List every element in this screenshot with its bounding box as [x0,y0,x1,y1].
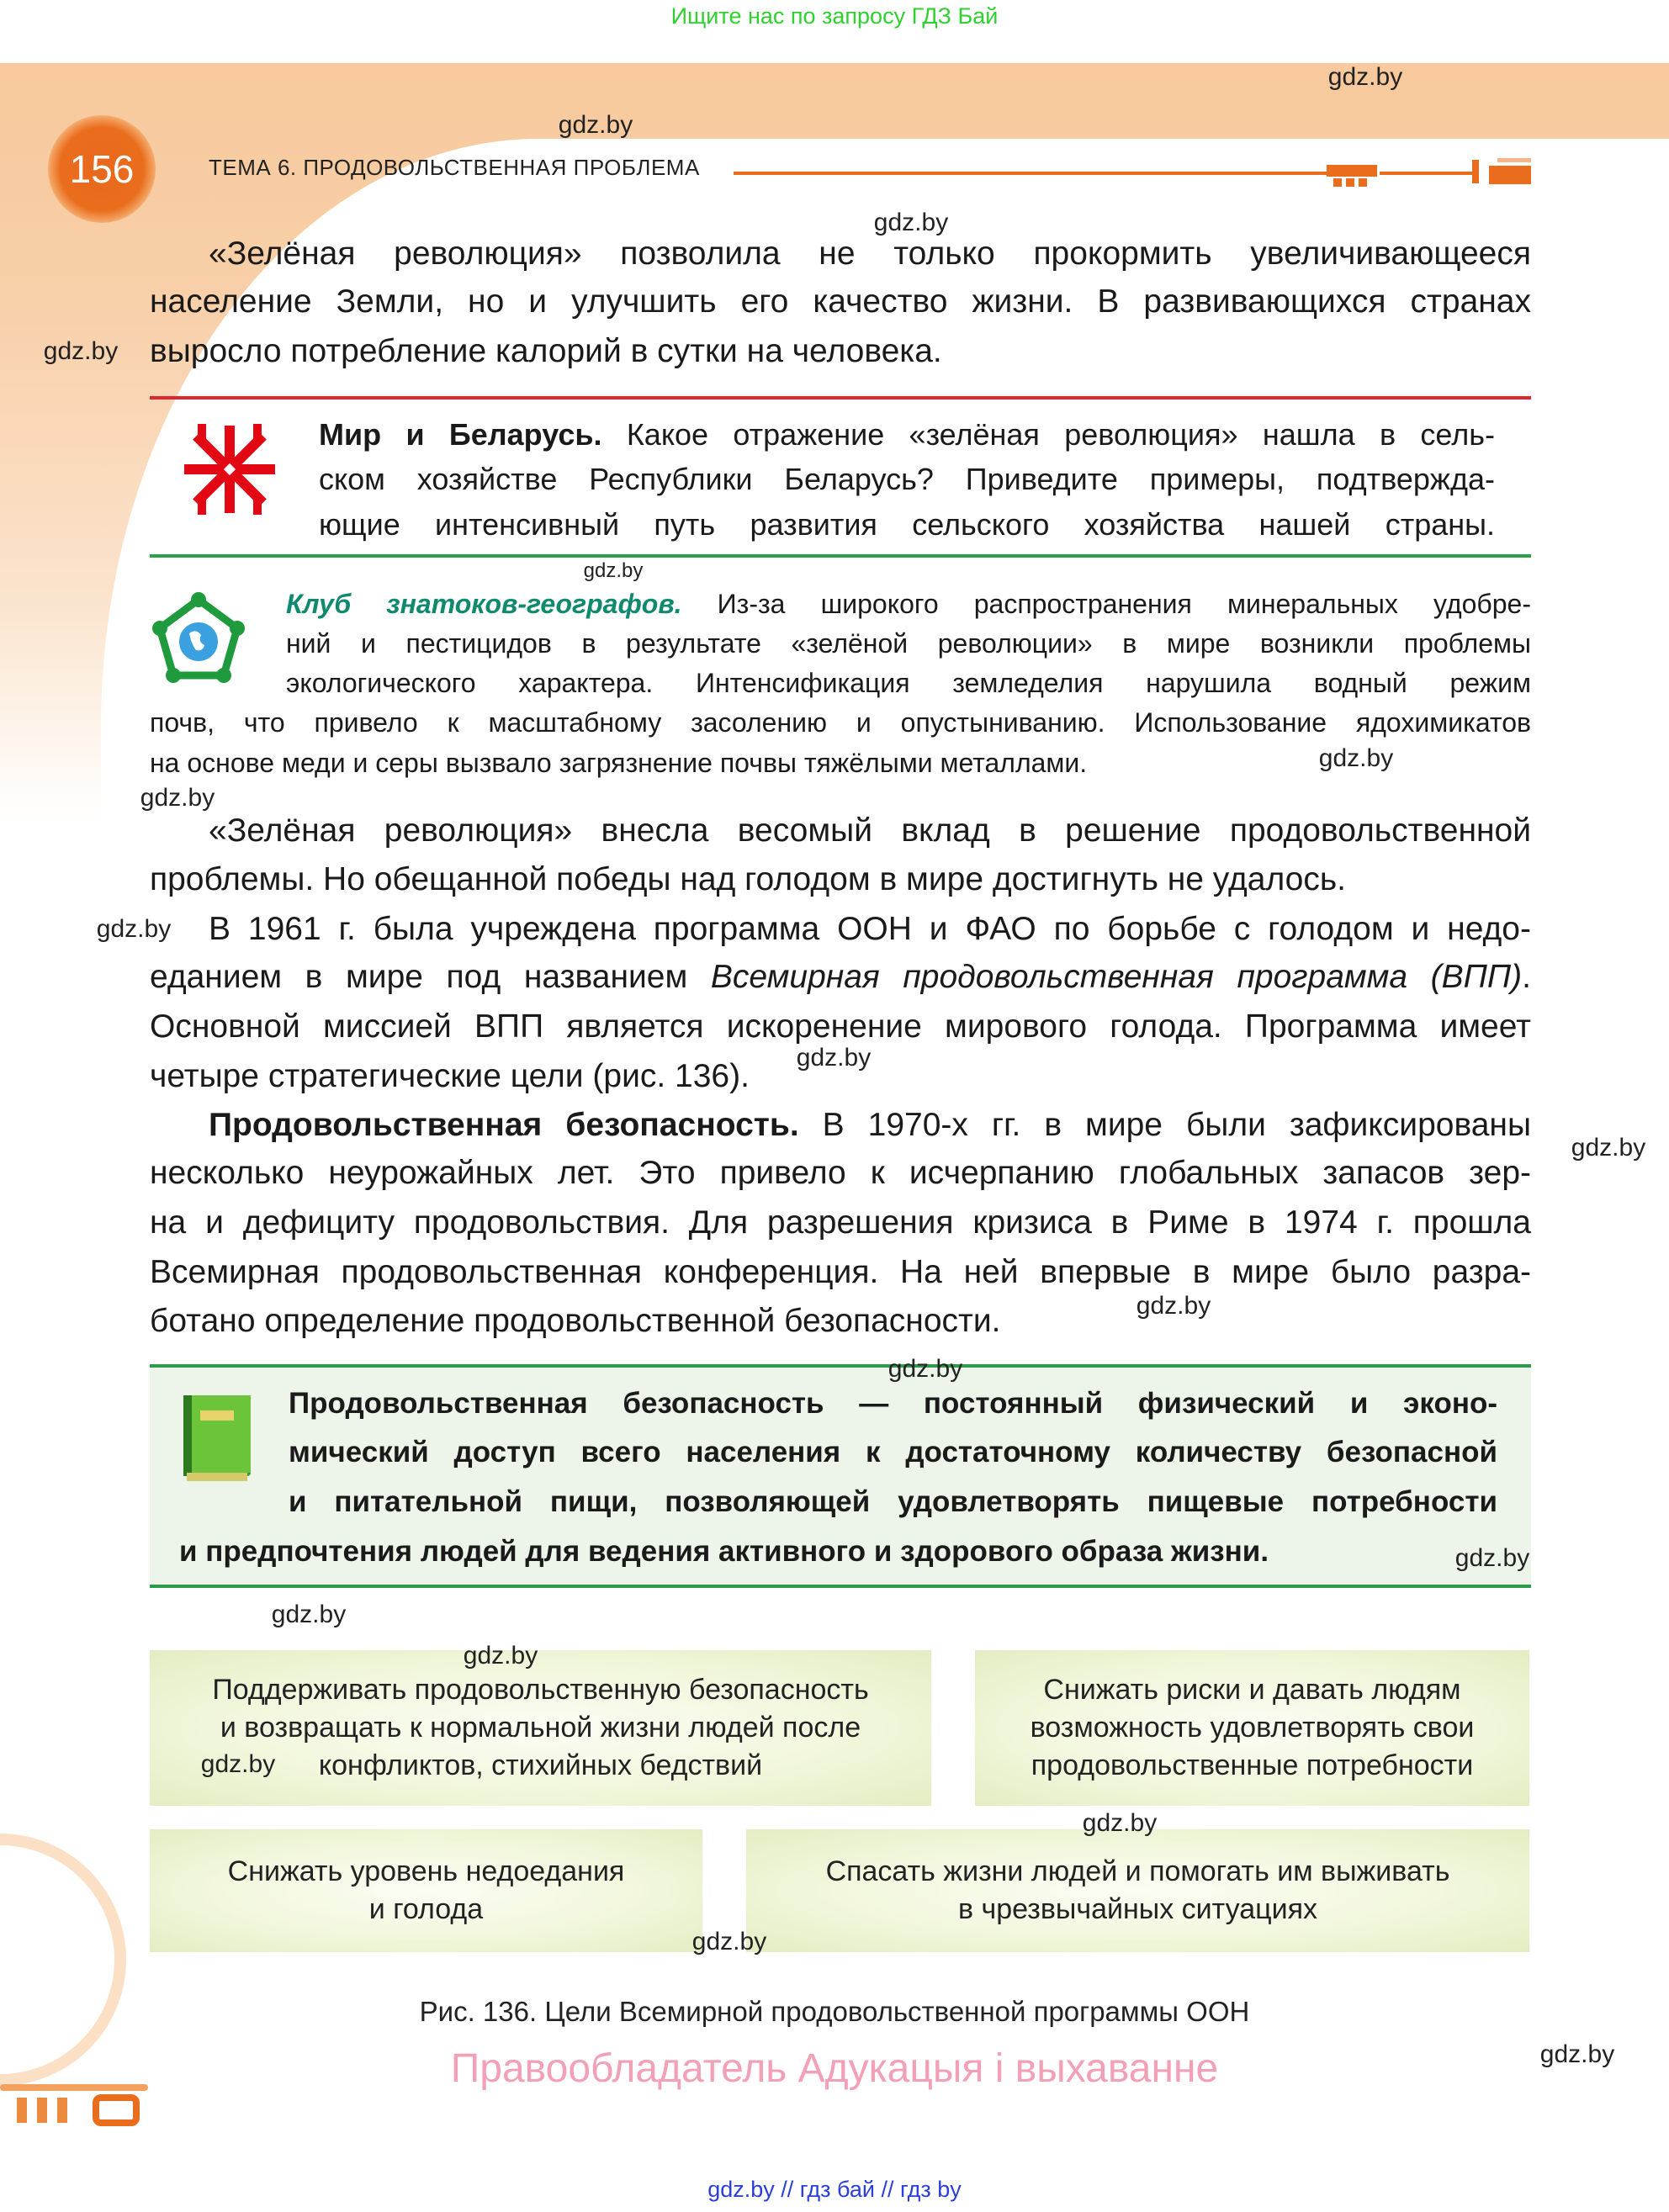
watermark: gdz.by [463,1642,538,1670]
paragraph-line: несколько неурожайных лет. Это привело к исчерпанию глобальных запасов зер- [150,1155,1531,1191]
mir-belarus-line: Мир и Беларусь. Какое отражение «зелёная революция» нашла в сель- [319,417,1495,452]
paragraph-line: ботано определение продовольственной безопасности. [150,1303,1001,1339]
goal-box: Снижать риски и давать людям возможность удовлетворять свои продовольственные потребности [975,1650,1529,1806]
food-security-heading: Продовольственная безопасность. [209,1107,799,1143]
figure-caption: Рис. 136. Цели Всемирной продовольственной программы ООН [419,1996,1250,2027]
program-name: Всемирная продовольственная программа (ВПП) [710,959,1523,995]
goal-box: Спасать жизни людей и помогать им выживать в чрезвычайных ситуациях [746,1829,1529,1952]
footer-links: gdz.by // гдз бай // гдз by [707,2177,962,2202]
paragraph-line: население Земли, но и улучшить его качество жизни. В развивающихся странах [150,283,1531,320]
watermark: gdz.by [1136,1292,1211,1320]
watermark: gdz.by [1327,63,1403,91]
watermark: gdz.by [873,209,949,236]
watermark: gdz.by [1082,1809,1158,1837]
watermark: gdz.by [796,1044,872,1072]
goal-box: Поддерживать продовольственную безопасность и возвращать к нормальной жизни людей после конфликтов, стихийных бедствий [150,1650,931,1806]
book-icon [175,1392,259,1483]
paragraph-line: на и дефициту продовольствия. Для разрешения кризиса в Риме в 1974 г. прошла [150,1204,1531,1241]
watermark: gdz.by [1571,1134,1646,1162]
goal-box: Снижать уровень недоедания и голода [150,1829,702,1952]
watermark: gdz.by [271,1601,347,1628]
club-line: на основе меди и серы вызвало загрязнение почвы тяжёлыми металлами. [150,748,1088,778]
mir-belarus-line: ющие интенсивный путь развития сельского хозяйства нашей страны. [319,507,1495,542]
watermark: gdz.by [140,784,215,812]
paragraph-line: Основной миссией ВПП является искоренение мирового голода. Программа имеет [150,1008,1531,1045]
club-line: почв, что привело к масштабному засолению и опустыниванию. Использование ядохимикатов [150,707,1531,738]
section-divider-red [150,396,1531,400]
club-heading: Клуб знатоков-географов. [286,589,682,619]
paragraph-line: проблемы. Но обещанной победы над голодом в мире достигнуть не удалось. [150,861,1346,897]
watermark: gdz.by [887,1355,963,1383]
belarus-ornament-icon [181,422,278,516]
mir-belarus-line: ском хозяйстве Республики Беларусь? Приведите примеры, подтвержда- [319,462,1495,496]
watermark: gdz.by [691,1928,767,1955]
watermark: gdz.by [96,915,172,943]
definition-line: мический доступ всего населения к достаточному количеству безопасной [289,1436,1497,1468]
watermark: gdz.by [1454,1544,1530,1572]
paragraph-line: Продовольственная безопасность. В 1970-х гг. в мире были зафиксированы [209,1107,1531,1143]
section-divider-green [150,554,1531,558]
definition-line: и предпочтения людей для ведения активного и здорового образа жизни. [179,1535,1269,1568]
watermark: gdz.by [43,337,119,365]
header-rule [734,172,1339,175]
paragraph-line: выросло потребление калорий в сутки на человека. [150,333,942,369]
mir-belarus-heading: Мир и Беларусь. [319,417,602,452]
watermark: gdz.by [1539,2040,1615,2068]
watermark: gdz.by [200,1750,276,1778]
geographers-club-emblem-icon [151,591,246,687]
club-line: Клуб знатоков-географов. Из-за широкого распространения минеральных удобре- [286,589,1532,619]
definition-line: и питательной пищи, позволяющей удовлетворять пищевые потребности [289,1485,1497,1518]
page-number: 156 [48,115,156,223]
paragraph-line: Всемирная продовольственная конференция. На ней впервые в мире было разра- [150,1254,1531,1290]
search-hint-banner: Ищите нас по запросу ГДЗ Бай [670,3,999,29]
paragraph-line: «Зелёная революция» внесла весомый вклад в решение продовольственной [209,812,1531,849]
corner-logo-icon [0,2084,148,2130]
watermark: gdz.by [583,559,644,582]
watermark: gdz.by [1318,744,1394,772]
chapter-title: ТЕМА 6. ПРОДОВОЛЬСТВЕННАЯ ПРОБЛЕМА [209,155,700,180]
definition-line: Продовольственная безопасность — постоянный физический и эконо- [289,1387,1497,1420]
copyright-notice: Правообладатель Адукацыя і выхаванне [450,2046,1219,2091]
paragraph-line: еданием в мире под названием Всемирная продовольственная программа (ВПП). [150,959,1531,995]
club-line: ний и пестицидов в результате «зелёной революции» в мире возникли проблемы [286,628,1531,659]
paragraph-line: «Зелёная революция» позволила не только прокормить увеличивающееся [209,235,1531,272]
club-line: экологического характера. Интенсификация земледелия нарушила водный режим [286,668,1531,698]
paragraph-line: четыре стратегические цели (рис. 136). [150,1058,750,1094]
watermark: gdz.by [558,111,633,139]
paragraph-line: В 1961 г. была учреждена программа ООН и ФАО по борьбе с голодом и недо- [209,911,1531,947]
